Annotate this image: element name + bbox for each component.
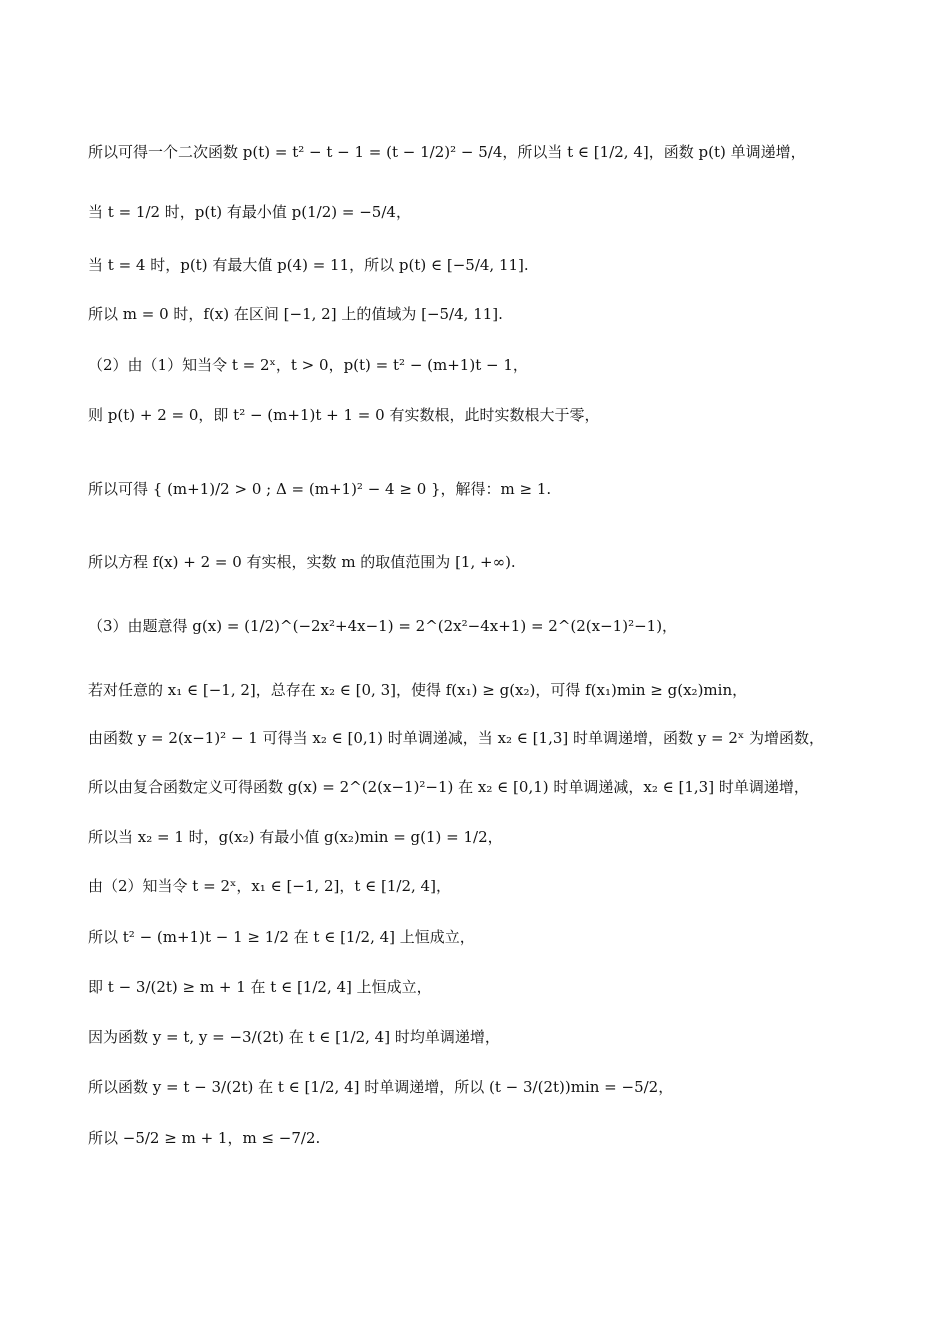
part-3-line-1 xyxy=(88,614,910,638)
part-2-system xyxy=(88,477,910,501)
part-3-line-6-text: 由（2）知当令 t = 2ˣ，x₁ ∈ [−1, 2]，t ∈ [1/2, 4]， xyxy=(88,877,451,895)
part-3-conclusion-text: 所以 −5/2 ≥ m + 1，m ≤ −7/2. xyxy=(88,1129,321,1147)
part-3-line-1-text: （3）由题意得 g(x) = (1/2)^(−2x²+4x−1) = 2^(2x²−4x+1) = 2^(2(x−1)²−1)， xyxy=(88,617,678,635)
solution-line-2 xyxy=(88,200,910,224)
part-3-line-7 xyxy=(88,925,910,949)
part-2-line-2-text: 则 p(t) + 2 = 0，即 t² − (m+1)t + 1 = 0 有实数根，此时实数根大于零， xyxy=(88,406,600,424)
part-2-conclusion xyxy=(88,550,910,574)
part-3-line-4-text: 所以由复合函数定义可得函数 g(x) = 2^(2(x−1)²−1) 在 x₂ ∈ [0,1) 时单调递减，x₂ ∈ [1,3] 时单调递增， xyxy=(88,778,809,796)
part-3-line-9 xyxy=(88,1025,910,1049)
part-3-line-8-text: 即 t − 3/(2t) ≥ m + 1 在 t ∈ [1/2, 4] 上恒成立， xyxy=(88,978,432,996)
part-3-line-7-text: 所以 t² − (m+1)t − 1 ≥ 1/2 在 t ∈ [1/2, 4] 上恒成立， xyxy=(88,928,475,946)
part-3-line-6 xyxy=(88,874,910,898)
part-3-line-2-text: 若对任意的 x₁ ∈ [−1, 2]，总存在 x₂ ∈ [0, 3]，使得 f(x₁) ≥ g(x₂)，可得 f(x₁)min ≥ g(x₂)min， xyxy=(88,681,748,699)
part-3-line-5 xyxy=(88,825,910,849)
part-3-line-4 xyxy=(88,775,910,799)
part-2-system-text: 所以可得 { (m+1)/2 > 0 ; Δ = (m+1)² − 4 ≥ 0 }，解得：m ≥ 1. xyxy=(88,480,552,498)
part-2-line-1 xyxy=(88,353,910,377)
part-2-conclusion-text: 所以方程 f(x) + 2 = 0 有实根，实数 m 的取值范围为 [1, +∞). xyxy=(88,553,516,571)
part-3-line-3 xyxy=(88,726,910,750)
part-3-line-5-text: 所以当 x₂ = 1 时，g(x₂) 有最小值 g(x₂)min = g(1) = 1/2， xyxy=(88,828,503,846)
solution-line-1 xyxy=(88,140,910,164)
part-2-line-1-text: （2）由（1）知当令 t = 2ˣ，t > 0，p(t) = t² − (m+1)t − 1， xyxy=(88,356,528,374)
part-3-line-3-text: 由函数 y = 2(x−1)² − 1 可得当 x₂ ∈ [0,1) 时单调递减，当 x₂ ∈ [1,3] 时单调递增，函数 y = 2ˣ 为增函数， xyxy=(88,729,825,747)
solution-line-1-text: 所以可得一个二次函数 p(t) = t² − t − 1 = (t − 1/2)² − 5/4，所以当 t ∈ [1/2, 4]，函数 p(t) 单调递增， xyxy=(88,143,806,161)
part-3-line-8 xyxy=(88,975,910,999)
solution-line-2-text: 当 t = 1/2 时，p(t) 有最小值 p(1/2) = −5/4， xyxy=(88,203,411,221)
solution-line-4 xyxy=(88,302,910,326)
solution-line-3-text: 当 t = 4 时，p(t) 有最大值 p(4) = 11，所以 p(t) ∈ [−5/4, 11]. xyxy=(88,256,529,274)
part-3-conclusion xyxy=(88,1126,910,1150)
part-3-line-10-text: 所以函数 y = t − 3/(2t) 在 t ∈ [1/2, 4] 时单调递增，所以 (t − 3/(2t))min = −5/2， xyxy=(88,1078,674,1096)
part-3-line-2 xyxy=(88,678,910,702)
solution-line-4-text: 所以 m = 0 时，f(x) 在区间 [−1, 2] 上的值域为 [−5/4, 11]. xyxy=(88,305,503,323)
solution-line-3 xyxy=(88,253,910,277)
part-2-line-2 xyxy=(88,403,910,427)
part-3-line-9-text: 因为函数 y = t, y = −3/(2t) 在 t ∈ [1/2, 4] 时均单调递增， xyxy=(88,1028,500,1046)
part-3-line-10 xyxy=(88,1075,910,1099)
